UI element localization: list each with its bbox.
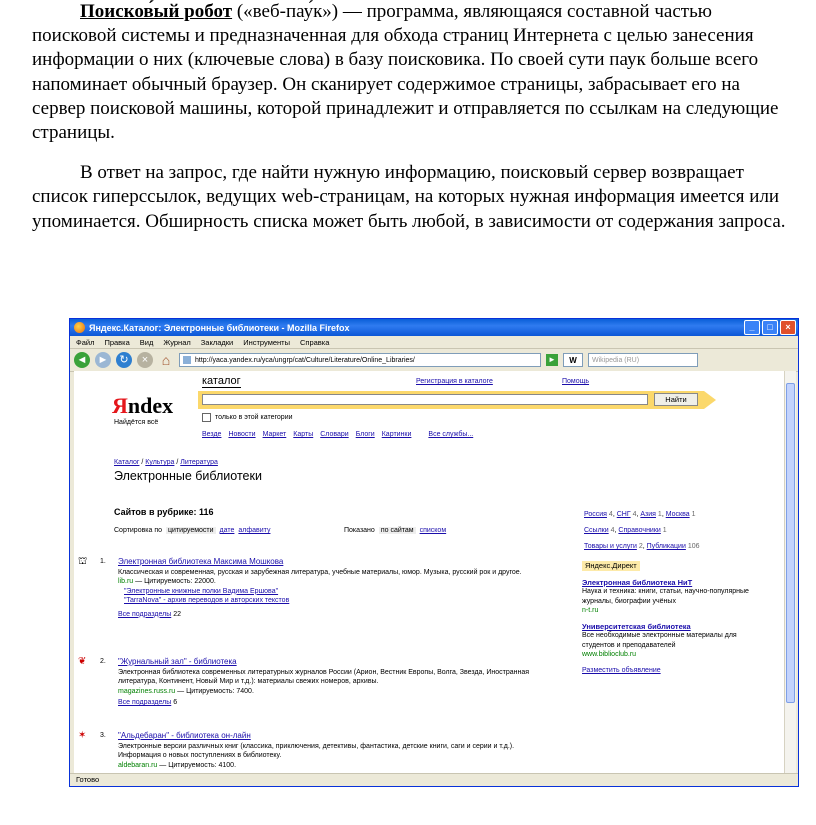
result-url[interactable]: lib.ru — [118, 578, 134, 585]
services-nav — [202, 431, 473, 438]
result-description: Электронная библиотека современных литературных журналов России (Арион, Вестник Европы, Волга, Звезда, Иностранная литература, Континент, Новый Мир и т.д.): материалы свежих номеров, архивы. — [118, 668, 530, 685]
service-link[interactable]: Новости — [228, 431, 256, 438]
result-title[interactable]: "Журнальный зал" - библиотека — [118, 657, 237, 666]
related-link[interactable]: Азия — [640, 511, 656, 518]
all-subsections-link[interactable]: Все подразделы — [118, 699, 172, 706]
service-link[interactable]: Картинки — [381, 431, 412, 438]
menu-history[interactable]: Журнал — [163, 337, 191, 347]
view-by-sites[interactable]: по сайтам — [380, 527, 414, 534]
sites-count: Сайтов в рубрике: 116 — [114, 507, 214, 517]
search-input[interactable] — [202, 394, 648, 405]
result-url[interactable]: magazines.russ.ru — [118, 687, 176, 695]
result-title[interactable]: Электронная библиотека Максима Мошкова — [118, 557, 284, 566]
view-options — [344, 527, 446, 534]
menu-help[interactable]: Справка — [299, 337, 330, 347]
all-services-link[interactable]: Все службы... — [428, 431, 474, 438]
service-link[interactable]: Карты — [293, 431, 314, 438]
menu-bar — [70, 336, 798, 349]
service-link[interactable]: Маркет — [262, 431, 287, 438]
paragraph-1-text: («веб-пау́к») — программа, являющаяся составной частью поисковой системы и предназначенная для обхода страниц Интернета с целью занесения информации о них (ключевые слова) в базу поисковика. По своей сути паук больше всего напоминает обычный браузер. Он сканирует содержимое страницы, забрасывает его на сервер поисковой машины, которой принадлежит и отправляется по ссылкам на следующие страницы. — [32, 1, 779, 144]
direct-header: Яндекс.Директ — [582, 561, 640, 571]
page-content — [74, 371, 784, 774]
find-button[interactable]: Найти — [654, 393, 698, 406]
related-link[interactable]: СНГ — [616, 511, 631, 518]
related-link[interactable]: Товары и услуги — [584, 543, 637, 550]
related-count: 1 — [691, 511, 696, 518]
menu-view[interactable]: Вид — [139, 337, 154, 347]
related-link[interactable]: Москва — [665, 511, 690, 518]
minimize-button[interactable]: _ — [744, 320, 760, 335]
service-link[interactable]: Блоги — [355, 431, 375, 438]
close-button[interactable]: × — [780, 320, 796, 335]
related-categories: Россия 4, СНГ 4, Азия 1, Москва 1 Ссылки 4, Справочники 1 Товары и услуги 2, Публикации 106 — [584, 511, 700, 550]
yandex-logo[interactable]: Яndex — [112, 393, 174, 418]
subsections-count: 6 — [173, 699, 178, 706]
page-title: Электронные библиотеки — [114, 469, 262, 483]
related-count: 4 — [608, 511, 613, 518]
ad-url[interactable]: n-t.ru — [582, 607, 599, 614]
firefox-icon — [74, 322, 85, 333]
related-link[interactable]: Россия — [584, 511, 607, 518]
ad-text: Все необходимые электронные материалы для студентов и преподавателей — [582, 632, 737, 649]
address-bar[interactable] — [179, 353, 541, 367]
related-count: 1 — [662, 527, 667, 534]
forward-icon[interactable]: ► — [95, 352, 111, 368]
sort-date[interactable]: дате — [219, 527, 235, 534]
subsection-link[interactable]: "TarraNova" - архив переводов и авторских текстов — [124, 597, 290, 604]
place-ad-link[interactable]: Разместить объявление — [582, 666, 661, 674]
service-link[interactable]: Словари — [320, 431, 349, 438]
related-count: 2 — [638, 543, 643, 550]
search-box[interactable]: Wikipedia (RU) — [588, 353, 698, 367]
service-link[interactable]: Везде — [202, 431, 222, 438]
subsections-count: 22 — [173, 610, 181, 618]
katalog-heading[interactable]: каталог — [202, 375, 241, 387]
maximize-button[interactable]: □ — [762, 320, 778, 335]
view-as-list[interactable]: списком — [419, 527, 447, 534]
paragraph-2: В ответ на запрос, где найти нужную информацию, поисковый сервер возвращает список гиперссылок, ведущих web-страницам, на которых нужная информация имеется или упоминается. Обширность списка может быть любой, в зависимости от содержания запроса. — [32, 162, 786, 232]
result-description: Электронные версии различных книг (классика, приключения, детективы, фантастика, детские книги, саги и серии и т.д.). Информация о новых поступлениях в библиотеку. — [118, 742, 515, 759]
window-title: Яндекс.Каталог: Электронные библиотеки - Mozilla Firefox — [89, 322, 350, 333]
category-checkbox[interactable] — [202, 413, 211, 422]
yandex-direct-ads — [582, 561, 766, 675]
result-number: 2. — [100, 658, 106, 665]
home-icon[interactable]: ⌂ — [161, 352, 171, 368]
go-icon[interactable]: ► — [546, 354, 558, 366]
ad-text: Наука и техника: книги, статьи, научно-популярные журналы, биографии учёных — [582, 588, 749, 605]
result-number: 3. — [100, 732, 106, 739]
register-link[interactable]: Регистрация в каталоге — [416, 378, 493, 385]
back-icon[interactable]: ◄ — [74, 352, 90, 368]
magazine-icon: ❦ — [78, 656, 87, 667]
result-title[interactable]: "Альдебаран" - библиотека он-лайн — [118, 731, 251, 740]
related-link[interactable]: Публикации — [646, 543, 686, 550]
related-count: 1 — [657, 511, 662, 518]
result-url[interactable]: aldebaran.ru — [118, 761, 158, 769]
result-citation: — Цитируемость: 4100. — [159, 761, 237, 769]
search-engine-selector[interactable]: W — [563, 353, 583, 367]
result-description: Классическая и современная, русская и зарубежная литература, учебные материалы, юмор. Музыка, русский рок и другое. — [118, 568, 522, 576]
menu-edit[interactable]: Правка — [104, 337, 130, 347]
paragraph-1 — [32, 0, 792, 145]
subsection-link[interactable]: "Электронные книжные полки Вадима Ершова" — [124, 587, 279, 595]
sort-alphabet[interactable]: алфавиту — [238, 527, 271, 534]
ad-title[interactable]: Университетская библиотека — [582, 621, 691, 631]
document-text — [32, 0, 792, 234]
term-heading: Поисков́ый робот — [80, 1, 233, 22]
reload-icon[interactable]: ↻ — [116, 352, 132, 368]
status-bar: Готово — [70, 773, 798, 786]
address-url: http://yaca.yandex.ru/yca/ungrp/cat/Culture/Literature/Online_Libraries/ — [195, 356, 415, 364]
breadcrumb-item[interactable]: Культура — [145, 459, 175, 466]
sort-options — [114, 527, 270, 534]
result-number: 1. — [100, 558, 106, 565]
navigation-toolbar — [70, 349, 798, 372]
slogan: Найдётся всё — [114, 419, 159, 426]
page-icon — [183, 356, 191, 364]
breadcrumb: Каталог / Культура / Литература — [114, 459, 218, 466]
stop-icon[interactable]: × — [137, 352, 153, 368]
menu-bookmarks[interactable]: Закладки — [200, 337, 234, 347]
result-citation: — Цитируемость: 22000. — [135, 578, 216, 585]
related-count: 4 — [610, 527, 615, 534]
browser-window — [69, 318, 799, 787]
sort-citation[interactable]: цитируемости — [168, 527, 214, 534]
breadcrumb-item[interactable]: Каталог — [114, 459, 140, 466]
vertical-scrollbar[interactable] — [784, 371, 796, 774]
related-count: 4 — [632, 511, 637, 518]
ad-url[interactable]: www.biblioclub.ru — [582, 651, 637, 658]
shown-label: Показано — [344, 527, 375, 534]
library-icon: ⛫ — [78, 556, 88, 567]
scrollbar-thumb[interactable] — [786, 383, 795, 703]
sort-label: Сортировка по — [114, 527, 163, 534]
related-link[interactable]: Ссылки — [584, 527, 609, 534]
menu-file[interactable]: Файл — [76, 337, 95, 347]
only-category-label: только в этой категории — [215, 414, 293, 421]
title-bar — [70, 319, 798, 336]
related-count: 106 — [687, 543, 700, 550]
menu-tools[interactable]: Инструменты — [243, 337, 290, 347]
search-bar — [198, 391, 704, 409]
all-subsections-link[interactable]: Все подразделы — [118, 610, 172, 618]
only-category-option[interactable] — [202, 413, 293, 422]
related-link[interactable]: Справочники — [618, 527, 661, 534]
star-icon: ✶ — [78, 730, 87, 741]
result-citation: — Цитируемость: 7400. — [177, 687, 254, 695]
help-link[interactable]: Помощь — [562, 378, 590, 385]
breadcrumb-item[interactable]: Литература — [180, 459, 218, 466]
ad-title[interactable]: Электронная библиотека НиТ — [582, 577, 693, 587]
